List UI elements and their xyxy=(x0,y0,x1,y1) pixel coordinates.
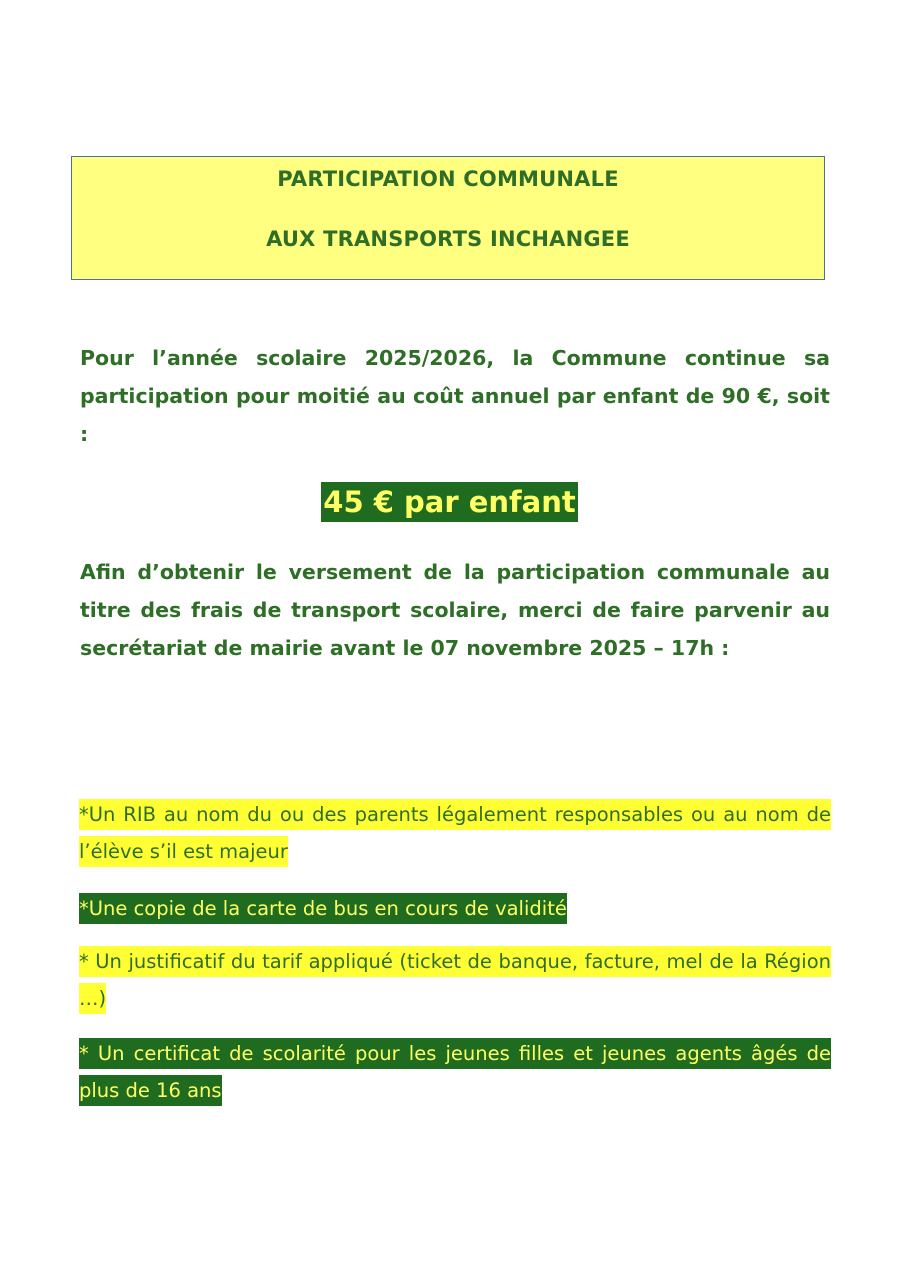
document-item-school-certificate xyxy=(79,1035,831,1109)
title-line-1: PARTICIPATION COMMUNALE xyxy=(277,167,619,191)
title-line-2: AUX TRANSPORTS INCHANGEE xyxy=(266,227,630,251)
document-item-school-certificate-text: * Un certificat de scolarité pour les jeunes filles et jeunes agents âgés de plus de 16 ans xyxy=(79,1038,831,1106)
document-item-rib xyxy=(79,796,831,870)
instructions-paragraph: Afin d’obtenir le versement de la participation communale au titre des frais de transport scolaire, merci de faire parvenir au secrétariat de mairie avant le 07 novembre 2025 – 17h : xyxy=(80,560,830,660)
document-item-bus-card-text: *Une copie de la carte de bus en cours de validité xyxy=(79,893,567,924)
title-box xyxy=(71,156,825,280)
intro-paragraph: Pour l’année scolaire 2025/2026, la Commune continue sa participation pour moitié au coût annuel par enfant de 90 €, soit : xyxy=(80,346,830,446)
document-item-tariff-proof xyxy=(79,943,831,1017)
amount-highlight: 45 € par enfant xyxy=(321,482,577,522)
amount-container xyxy=(0,482,899,522)
document-item-bus-card xyxy=(79,890,831,927)
document-item-rib-text: *Un RIB au nom du ou des parents légalement responsables ou au nom de l’élève s’il est majeur xyxy=(79,799,831,867)
document-item-tariff-proof-text: * Un justificatif du tarif appliqué (ticket de banque, facture, mel de la Région …) xyxy=(79,946,831,1014)
